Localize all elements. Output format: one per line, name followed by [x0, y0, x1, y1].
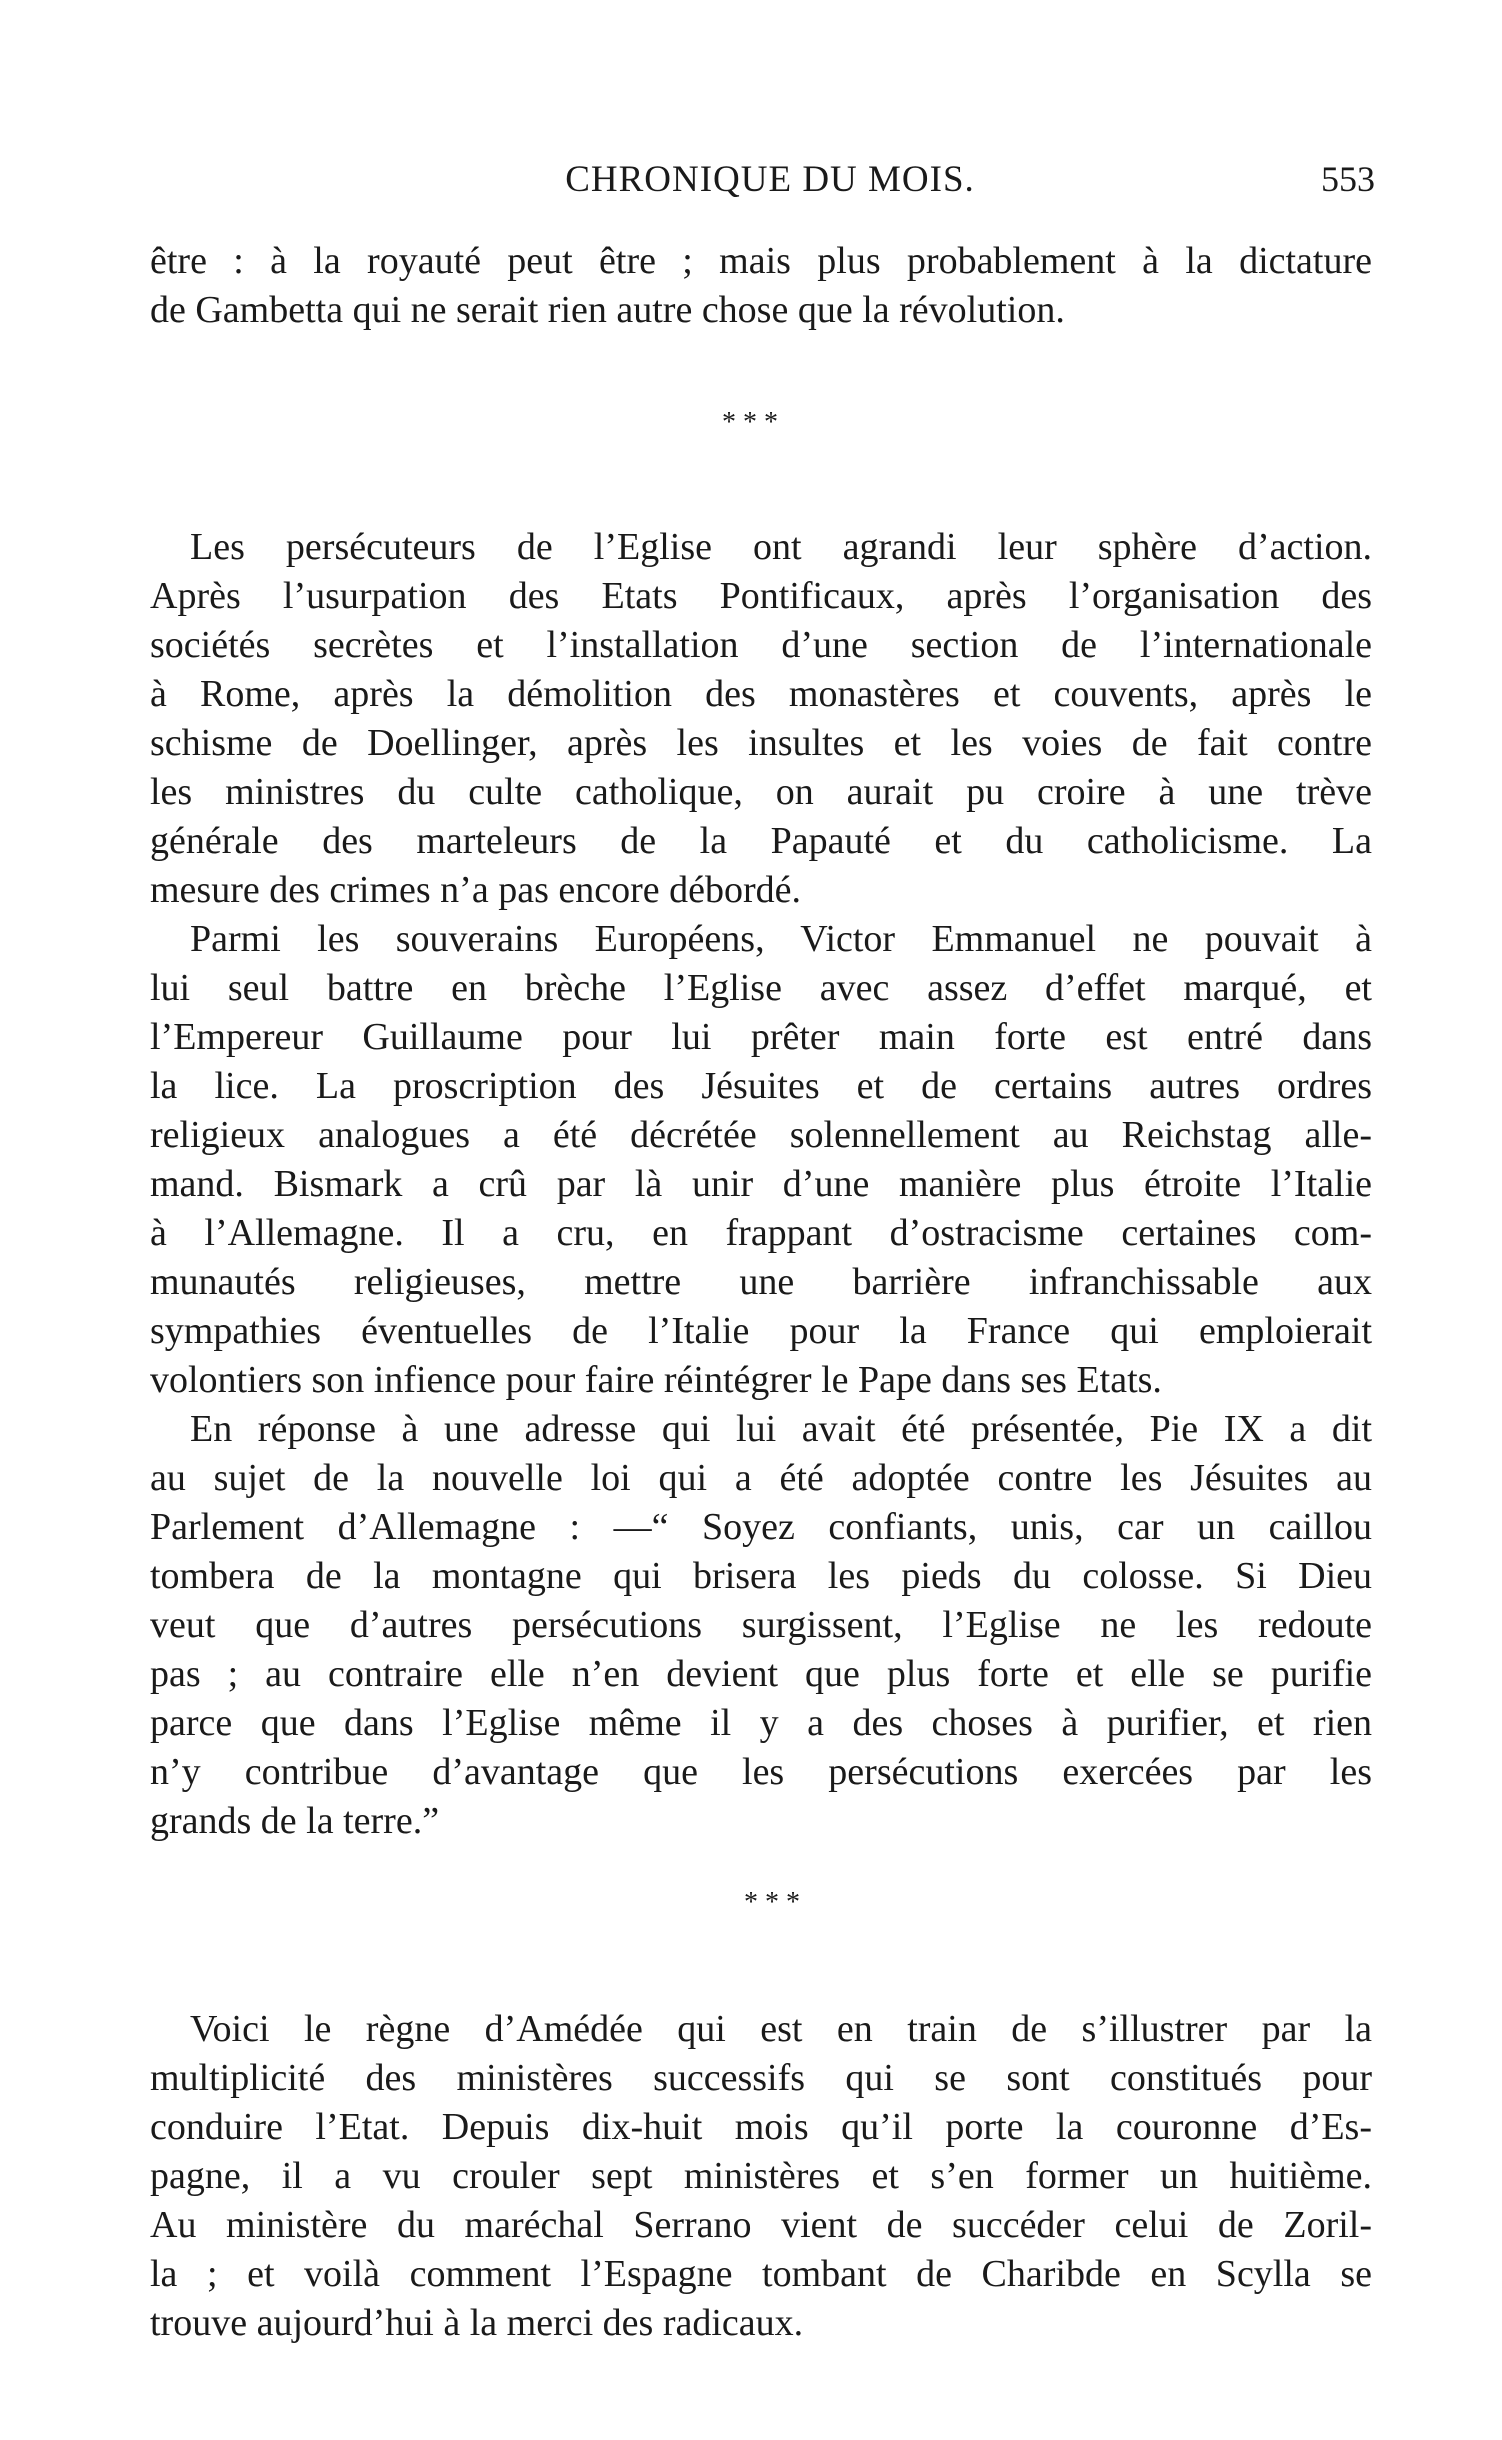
text-line: l’Empereur Guillaume pour lui prêter main forte est entré dans [150, 1016, 1372, 1058]
text-line: conduire l’Etat. Depuis dix-huit mois qu’il porte la couronne d’Es- [150, 2106, 1372, 2148]
paragraph-pie-ix [150, 1405, 1372, 1846]
text-line: Voici le règne d’Amédée qui est en train de s’illustrer par la [190, 2008, 1372, 2050]
text-line: la lice. La proscription des Jésuites et de certains autres ordres [150, 1065, 1372, 1107]
text-line: multiplicité des ministères successifs qui se sont constitués pour [150, 2057, 1372, 2099]
text-line: générale des marteleurs de la Papauté et du catholicisme. La [150, 820, 1372, 862]
separator-text: * * * [722, 407, 778, 438]
separator-text: * * * [744, 1887, 800, 1918]
text-line: En réponse à une adresse qui lui avait été présentée, Pie IX a dit [190, 1408, 1372, 1450]
paragraph-persecutions [150, 523, 1372, 915]
text-line: lui seul battre en brèche l’Eglise avec assez d’effet marqué, et [150, 967, 1372, 1009]
running-title: CHRONIQUE DU MOIS. [565, 159, 975, 200]
text-line: veut que d’autres persécutions surgissent, l’Eglise ne les redoute [150, 1604, 1372, 1646]
text-line: à l’Allemagne. Il a cru, en frappant d’ostracisme certaines com- [150, 1212, 1372, 1254]
text-line: sympathies éventuelles de l’Italie pour la France qui emploierait [150, 1310, 1372, 1352]
text-line: mesure des crimes n’a pas encore débordé. [150, 869, 801, 911]
text-line: volontiers son infience pour faire réintégrer le Pape dans ses Etats. [150, 1359, 1162, 1401]
text-line: trouve aujourd’hui à la merci des radicaux. [150, 2302, 804, 2344]
running-header [165, 158, 1375, 208]
text-line: Après l’usurpation des Etats Pontificaux, après l’organisation des [150, 575, 1372, 617]
text-line: mand. Bismark a crû par là unir d’une manière plus étroite l’Italie [150, 1163, 1372, 1205]
text-line: Parlement d’Allemagne : —“ Soyez confiants, unis, car un caillou [150, 1506, 1372, 1548]
text-line: Parmi les souverains Européens, Victor Emmanuel ne pouvait à [190, 918, 1372, 960]
text-line: grands de la terre.” [150, 1800, 440, 1842]
text-line: pas ; au contraire elle n’en devient que plus forte et elle se purifie [150, 1653, 1372, 1695]
paragraph-souverains [150, 915, 1372, 1405]
text-line: pagne, il a vu crouler sept ministères et s’en former un huitième. [150, 2155, 1372, 2197]
text-line: Au ministère du maréchal Serrano vient de succéder celui de Zoril- [150, 2204, 1372, 2246]
text-line: au sujet de la nouvelle loi qui a été adoptée contre les Jésuites au [150, 1457, 1372, 1499]
section-separator [742, 1887, 802, 1942]
section-separator [720, 407, 780, 462]
page-number: 553 [1321, 159, 1375, 199]
text-line: la ; et voilà comment l’Espagne tombant de Charibde en Scylla se [150, 2253, 1372, 2295]
text-line: munautés religieuses, mettre une barrière infranchissable aux [150, 1261, 1372, 1303]
text-line: être : à la royauté peut être ; mais plus probablement à la dictature [150, 240, 1372, 282]
text-line: les ministres du culte catholique, on aurait pu croire à une trève [150, 771, 1372, 813]
text-line: sociétés secrètes et l’installation d’une section de l’internationale [150, 624, 1372, 666]
text-line: parce que dans l’Eglise même il y a des choses à purifier, et rien [150, 1702, 1372, 1744]
text-line: de Gambetta qui ne serait rien autre chose que la révolution. [150, 289, 1065, 331]
text-line: tombera de la montagne qui brisera les pieds du colosse. Si Dieu [150, 1555, 1372, 1597]
text-line: à Rome, après la démolition des monastères et couvents, après le [150, 673, 1372, 715]
text-line: schisme de Doellinger, après les insultes et les voies de fait contre [150, 722, 1372, 764]
paragraph-amedee [150, 2005, 1372, 2348]
text-line: religieux analogues a été décrétée solennellement au Reichstag alle- [150, 1114, 1372, 1156]
text-line: n’y contribue d’avantage que les persécutions exercées par les [150, 1751, 1372, 1793]
text-line: Les persécuteurs de l’Eglise ont agrandi leur sphère d’action. [190, 526, 1372, 568]
paragraph-continuation [150, 237, 1372, 335]
